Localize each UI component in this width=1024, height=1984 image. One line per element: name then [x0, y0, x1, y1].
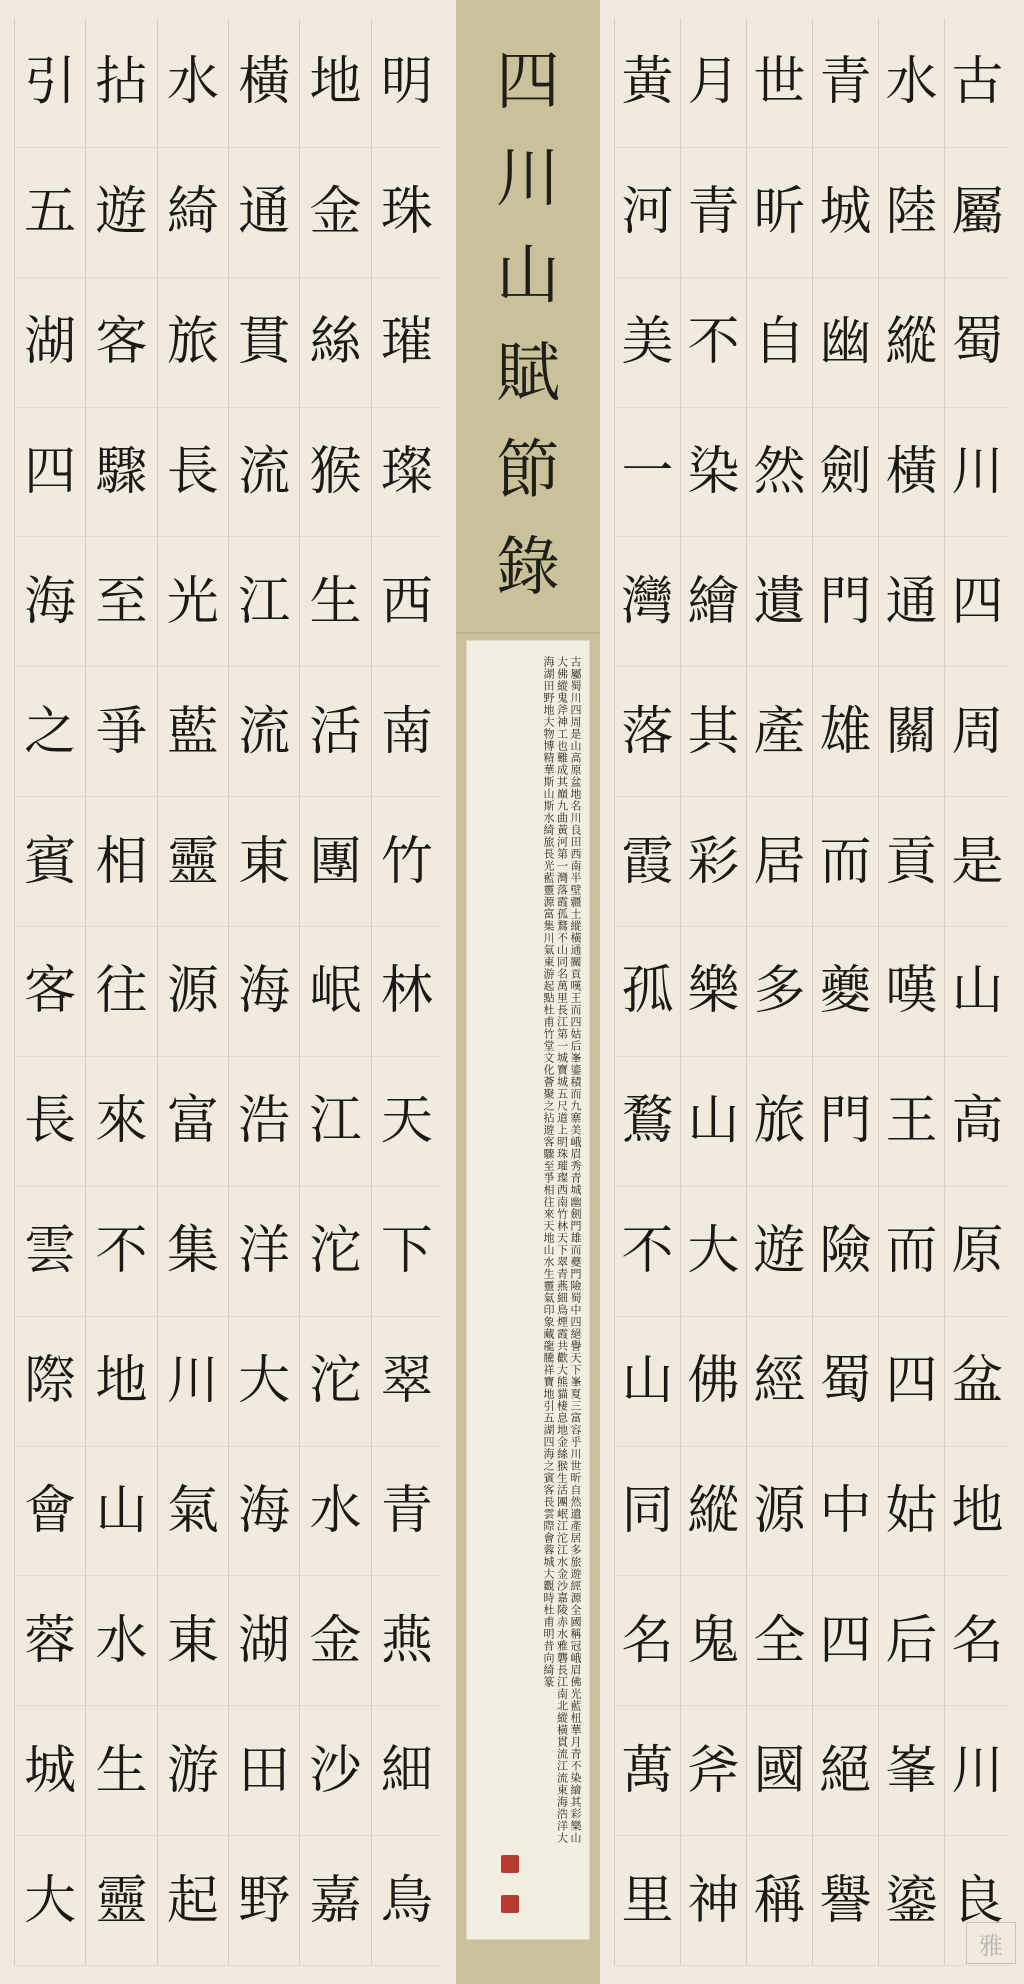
glyph-cell: 旅 [746, 1057, 812, 1187]
glyph-cell: 往 [85, 927, 156, 1057]
glyph-cell: 江 [299, 1057, 370, 1187]
glyph-cell: 夔 [812, 927, 878, 1057]
glyph-cell: 不 [680, 278, 746, 408]
glyph-cell: 名 [614, 1576, 680, 1706]
glyph-cell: 灣 [614, 537, 680, 667]
glyph-cell: 來 [85, 1057, 156, 1187]
glyph-cell: 五 [14, 148, 85, 278]
glyph-cell: 山 [85, 1447, 156, 1577]
glyph-cell: 源 [157, 927, 228, 1057]
glyph-cell: 湖 [14, 278, 85, 408]
glyph-cell: 鳥 [371, 1836, 442, 1966]
glyph-cell: 城 [812, 148, 878, 278]
left-panel [0, 0, 456, 1984]
title-char: 四 [496, 45, 560, 119]
glyph-cell: 樂 [680, 927, 746, 1057]
glyph-cell: 而 [812, 797, 878, 927]
glyph-cell: 險 [812, 1187, 878, 1317]
glyph-cell: 海 [228, 927, 299, 1057]
glyph-cell: 斧 [680, 1706, 746, 1836]
glyph-cell: 貫 [228, 278, 299, 408]
glyph-cell: 周 [944, 667, 1010, 797]
glyph-cell: 昕 [746, 148, 812, 278]
glyph-cell: 后 [878, 1576, 944, 1706]
seal-stamp [501, 1895, 519, 1913]
glyph-cell: 金 [299, 1576, 370, 1706]
glyph-cell: 自 [746, 278, 812, 408]
glyph-cell: 源 [746, 1447, 812, 1577]
right-character-grid [614, 18, 1010, 1966]
glyph-cell: 世 [746, 18, 812, 148]
glyph-cell: 四 [944, 537, 1010, 667]
glyph-cell: 大 [228, 1317, 299, 1447]
glyph-cell: 佛 [680, 1317, 746, 1447]
glyph-cell: 繪 [680, 537, 746, 667]
glyph-cell: 長 [14, 1057, 85, 1187]
title-strip [456, 0, 600, 1984]
glyph-cell: 猴 [299, 408, 370, 538]
glyph-cell: 鎏 [878, 1836, 944, 1966]
glyph-cell: 遊 [85, 148, 156, 278]
glyph-cell: 四 [14, 408, 85, 538]
glyph-cell: 燕 [371, 1576, 442, 1706]
glyph-cell: 靈 [157, 797, 228, 927]
glyph-cell: 賓 [14, 797, 85, 927]
glyph-cell: 譽 [812, 1836, 878, 1966]
title-char: 賦 [496, 336, 560, 411]
glyph-cell: 大 [14, 1836, 85, 1966]
left-character-grid [14, 18, 442, 1966]
glyph-cell: 富 [157, 1057, 228, 1187]
glyph-cell: 蓉 [14, 1576, 85, 1706]
glyph-cell: 產 [746, 667, 812, 797]
glyph-cell: 河 [614, 148, 680, 278]
glyph-cell: 長 [157, 408, 228, 538]
glyph-cell: 驟 [85, 408, 156, 538]
glyph-cell: 綺 [157, 148, 228, 278]
glyph-cell: 通 [878, 537, 944, 667]
glyph-cell: 引 [14, 18, 85, 148]
glyph-cell: 海 [14, 537, 85, 667]
glyph-cell: 蜀 [944, 278, 1010, 408]
title-char: 川 [496, 142, 560, 217]
glyph-cell: 山 [680, 1057, 746, 1187]
glyph-cell: 王 [878, 1057, 944, 1187]
glyph-cell: 野 [228, 1836, 299, 1966]
glyph-cell: 沱 [299, 1317, 370, 1447]
glyph-cell: 翠 [371, 1317, 442, 1447]
glyph-cell: 田 [228, 1706, 299, 1836]
glyph-cell: 彩 [680, 797, 746, 927]
glyph-cell: 其 [680, 667, 746, 797]
glyph-cell: 落 [614, 667, 680, 797]
glyph-cell: 生 [85, 1706, 156, 1836]
glyph-cell: 貢 [878, 797, 944, 927]
glyph-cell: 會 [14, 1447, 85, 1577]
glyph-cell: 居 [746, 797, 812, 927]
glyph-cell: 然 [746, 408, 812, 538]
glyph-cell: 一 [614, 408, 680, 538]
glyph-cell: 起 [157, 1836, 228, 1966]
glyph-cell: 山 [614, 1317, 680, 1447]
glyph-cell: 沙 [299, 1706, 370, 1836]
glyph-cell: 劍 [812, 408, 878, 538]
glyph-cell: 海 [228, 1447, 299, 1577]
glyph-cell: 水 [299, 1447, 370, 1577]
glyph-cell: 縱 [878, 278, 944, 408]
scroll-title [478, 30, 578, 620]
glyph-cell: 山 [944, 927, 1010, 1057]
glyph-cell: 浩 [228, 1057, 299, 1187]
glyph-cell: 霞 [614, 797, 680, 927]
glyph-cell: 氣 [157, 1447, 228, 1577]
inscription-text: 古屬蜀川四周是山高原盆地名川良田西南半壁疆土縱橫通關貢嘆王而四姑后峯鎏積而九寨美峨眉秀青城幽劍門雄而夔門險蜀中四絕譽天下峯夏三富容乎川世昕自然遺產居多旅遊經源全國稱冠峨眉佛光藍杻華月青不染繪其彩樂山大佛縱鬼斧神工也難成其巔九曲黃河第一灣落霞孤鶩不山同名萬里長江第一城寶城五尺道上明珠璀璨西南竹林天下翠青燕細鳥煙霞共歡大熊貓棲息地金絲猴生活團岷江沱江水金沙嘉陵赤水雅礱長江南北縱橫貫流江流東海浩洋大海湖田野地大物博精華斯山斯水綺旅長光藍靈源富集川氣東游起點杜甫竹堂文化薈聚之拈遊客驟至爭相往來天地山水生靈氣印象藏龍騰祥寶地引五湖四海之賓客長雲際會蓉城大觀時杜甫明昔向綺篆 [542, 656, 582, 1844]
glyph-cell: 水 [85, 1576, 156, 1706]
glyph-cell: 月 [680, 18, 746, 148]
glyph-cell: 絕 [812, 1706, 878, 1836]
glyph-cell: 染 [680, 408, 746, 538]
glyph-cell: 同 [614, 1447, 680, 1577]
glyph-cell: 江 [228, 537, 299, 667]
glyph-cell: 全 [746, 1576, 812, 1706]
glyph-cell: 城 [14, 1706, 85, 1836]
glyph-cell: 鶩 [614, 1057, 680, 1187]
title-char: 錄 [496, 530, 560, 605]
glyph-cell: 神 [680, 1836, 746, 1966]
glyph-cell: 至 [85, 537, 156, 667]
glyph-cell: 黃 [614, 18, 680, 148]
glyph-cell: 雄 [812, 667, 878, 797]
glyph-cell: 不 [85, 1187, 156, 1317]
glyph-cell: 稱 [746, 1836, 812, 1966]
glyph-cell: 不 [614, 1187, 680, 1317]
glyph-cell: 陸 [878, 148, 944, 278]
glyph-cell: 關 [878, 667, 944, 797]
glyph-cell: 姑 [878, 1447, 944, 1577]
glyph-cell: 縱 [680, 1447, 746, 1577]
glyph-cell: 游 [157, 1706, 228, 1836]
glyph-cell: 嘆 [878, 927, 944, 1057]
glyph-cell: 璨 [371, 408, 442, 538]
glyph-cell: 地 [944, 1447, 1010, 1577]
glyph-cell: 璀 [371, 278, 442, 408]
glyph-cell: 高 [944, 1057, 1010, 1187]
glyph-cell: 際 [14, 1317, 85, 1447]
glyph-cell: 岷 [299, 927, 370, 1057]
glyph-cell: 峯 [878, 1706, 944, 1836]
glyph-cell: 絲 [299, 278, 370, 408]
glyph-cell: 門 [812, 537, 878, 667]
watermark-logo: 雅 [966, 1922, 1016, 1964]
inscription-panel [466, 640, 590, 1940]
glyph-cell: 客 [14, 927, 85, 1057]
glyph-cell: 橫 [228, 18, 299, 148]
glyph-cell: 是 [944, 797, 1010, 927]
glyph-cell: 遺 [746, 537, 812, 667]
glyph-cell: 水 [878, 18, 944, 148]
glyph-cell: 旅 [157, 278, 228, 408]
seal-stamp [501, 1855, 519, 1873]
glyph-cell: 東 [228, 797, 299, 927]
glyph-cell: 集 [157, 1187, 228, 1317]
glyph-cell: 藍 [157, 667, 228, 797]
glyph-cell: 林 [371, 927, 442, 1057]
glyph-cell: 爭 [85, 667, 156, 797]
glyph-cell: 古 [944, 18, 1010, 148]
glyph-cell: 西 [371, 537, 442, 667]
glyph-cell: 盆 [944, 1317, 1010, 1447]
glyph-cell: 嘉 [299, 1836, 370, 1966]
glyph-cell: 金 [299, 148, 370, 278]
glyph-cell: 雲 [14, 1187, 85, 1317]
glyph-cell: 原 [944, 1187, 1010, 1317]
glyph-cell: 水 [157, 18, 228, 148]
glyph-cell: 下 [371, 1187, 442, 1317]
glyph-cell: 川 [944, 408, 1010, 538]
glyph-cell: 多 [746, 927, 812, 1057]
glyph-cell: 四 [812, 1576, 878, 1706]
glyph-cell: 活 [299, 667, 370, 797]
glyph-cell: 經 [746, 1317, 812, 1447]
glyph-cell: 相 [85, 797, 156, 927]
glyph-cell: 遊 [746, 1187, 812, 1317]
glyph-cell: 靈 [85, 1836, 156, 1966]
glyph-cell: 明 [371, 18, 442, 148]
title-char: 節 [496, 433, 560, 508]
glyph-cell: 客 [85, 278, 156, 408]
glyph-cell: 孤 [614, 927, 680, 1057]
glyph-cell: 天 [371, 1057, 442, 1187]
glyph-cell: 之 [14, 667, 85, 797]
glyph-cell: 良 [944, 1836, 1010, 1966]
glyph-cell: 生 [299, 537, 370, 667]
glyph-cell: 橫 [878, 408, 944, 538]
glyph-cell: 沱 [299, 1187, 370, 1317]
glyph-cell: 拈 [85, 18, 156, 148]
glyph-cell: 珠 [371, 148, 442, 278]
glyph-cell: 四 [878, 1317, 944, 1447]
glyph-cell: 流 [228, 667, 299, 797]
glyph-cell: 竹 [371, 797, 442, 927]
glyph-cell: 國 [746, 1706, 812, 1836]
glyph-cell: 地 [299, 18, 370, 148]
glyph-cell: 通 [228, 148, 299, 278]
glyph-cell: 團 [299, 797, 370, 927]
glyph-cell: 萬 [614, 1706, 680, 1836]
glyph-cell: 美 [614, 278, 680, 408]
glyph-cell: 川 [157, 1317, 228, 1447]
glyph-cell: 青 [812, 18, 878, 148]
glyph-cell: 里 [614, 1836, 680, 1966]
glyph-cell: 南 [371, 667, 442, 797]
glyph-cell: 細 [371, 1706, 442, 1836]
glyph-cell: 青 [371, 1447, 442, 1577]
glyph-cell: 門 [812, 1057, 878, 1187]
glyph-cell: 青 [680, 148, 746, 278]
glyph-cell: 湖 [228, 1576, 299, 1706]
glyph-cell: 幽 [812, 278, 878, 408]
glyph-cell: 蜀 [812, 1317, 878, 1447]
glyph-cell: 鬼 [680, 1576, 746, 1706]
glyph-cell: 屬 [944, 148, 1010, 278]
glyph-cell: 東 [157, 1576, 228, 1706]
right-panel [600, 0, 1024, 1984]
glyph-cell: 中 [812, 1447, 878, 1577]
glyph-cell: 大 [680, 1187, 746, 1317]
glyph-cell: 名 [944, 1576, 1010, 1706]
glyph-cell: 洋 [228, 1187, 299, 1317]
glyph-cell: 而 [878, 1187, 944, 1317]
glyph-cell: 川 [944, 1706, 1010, 1836]
strip-divider [456, 632, 600, 634]
title-char: 山 [496, 239, 560, 314]
glyph-cell: 光 [157, 537, 228, 667]
glyph-cell: 流 [228, 408, 299, 538]
glyph-cell: 地 [85, 1317, 156, 1447]
